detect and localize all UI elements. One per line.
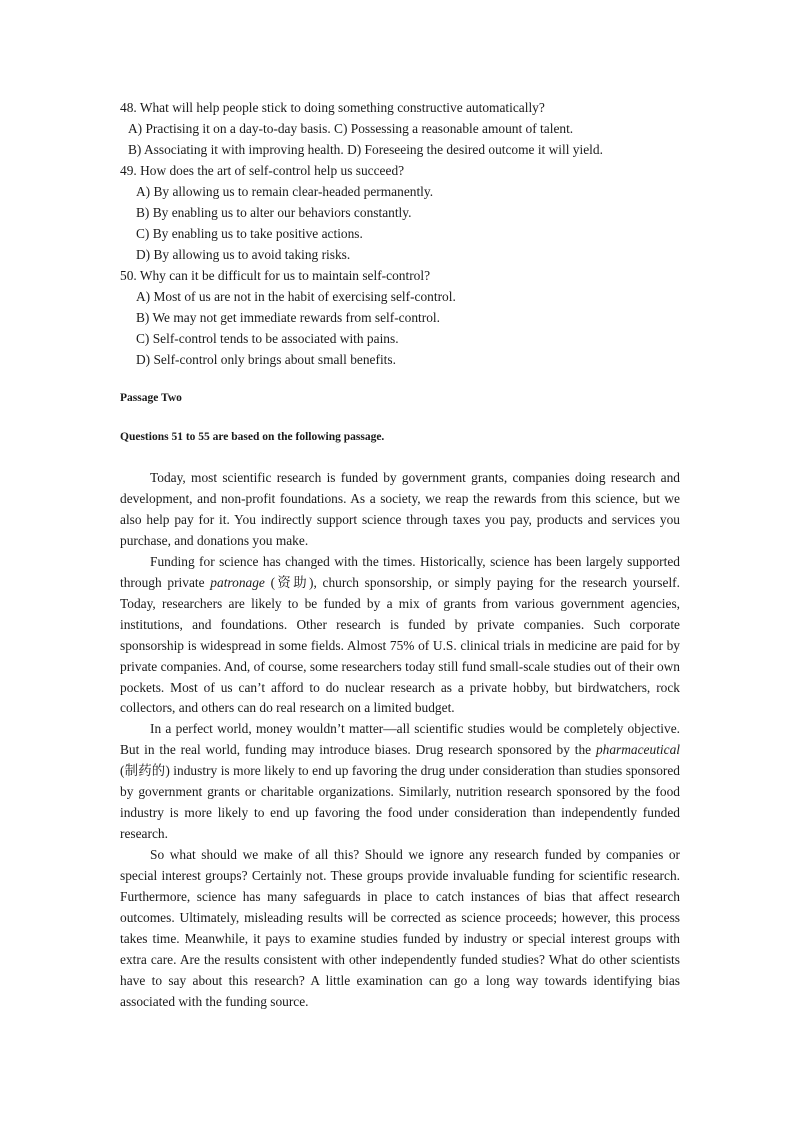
paragraph-text: (制药的) industry is more likely to end up favoring the drug under consideration than studies sponsored by government grants or charitable organizations. Similarly, nutrition research sponsored by the food industry is more likely to end up favoring the food under consideration than independently funded research. — [120, 763, 680, 842]
answer-option: D) By allowing us to avoid taking risks. — [136, 247, 351, 262]
passage-paragraph — [120, 552, 680, 720]
paragraph-text: Funding for science has changed with the times. Historically, science has been largely supported through private — [120, 553, 680, 590]
paragraph-text: (资助), church sponsorship, or simply paying for the research yourself. Today, researchers are likely to be funded by a mix of grants from various government agencies, institutions, and foundations. Other research is funded by private companies. Such corporate sponsorship is widespread in some fields. Almost 75% of U.S. clinical trials in medicine are paid for by private companies. And, of course, some researchers today still fund small-scale studies out of their own pockets. Most of us can’t afford to do nuclear research as a private hobby, but birdwatchers, rock collectors, and others can do real research on a limited budget. — [120, 574, 680, 716]
question-stem: 48. What will help people stick to doing something constructive automatically? — [120, 100, 545, 115]
italic-term: pharmaceutical — [595, 742, 680, 758]
answer-option: B) Associating it with improving health. D) Foreseeing the desired outcome it will yield. — [128, 142, 603, 157]
passage-instructions: Questions 51 to 55 are based on the following passage. — [120, 431, 385, 443]
italic-term: patronage — [210, 574, 265, 590]
question-list — [120, 97, 690, 370]
answer-option: A) Practising it on a day-to-day basis. C) Possessing a reasonable amount of talent. — [128, 121, 574, 136]
question-stem: 50. Why can it be difficult for us to maintain self-control? — [120, 268, 431, 283]
answer-option: A) By allowing us to remain clear-headed permanently. — [136, 184, 434, 199]
answer-option: C) By enabling us to take positive actions. — [136, 226, 363, 241]
question-stem: 49. How does the art of self-control help us succeed? — [120, 163, 405, 178]
answer-option: B) We may not get immediate rewards from self-control. — [136, 310, 440, 325]
passage-title: Passage Two — [120, 392, 182, 404]
passage-paragraph — [120, 719, 680, 845]
passage-paragraph — [120, 468, 680, 552]
answer-option: B) By enabling us to alter our behaviors constantly. — [136, 205, 412, 220]
passage-paragraph — [120, 845, 680, 1013]
answer-option: A) Most of us are not in the habit of exercising self-control. — [136, 289, 456, 304]
answer-option: D) Self-control only brings about small benefits. — [136, 352, 396, 367]
paragraph-text: So what should we make of all this? Should we ignore any research funded by companies or special interest groups? Certainly not. These groups provide invaluable funding for scientific research. Furthermore, science has many safeguards in place to catch instances of bias that affect research outcomes. Ultimately, misleading results will be corrected as science proceeds; however, this process takes time. Meanwhile, it pays to examine studies funded by industry or special interest groups with extra care. Are the results consistent with other independently funded studies? What do other scientists have to say about this research? A little examination can go a long way towards identifying bias associated with the funding source. — [120, 847, 680, 1009]
answer-option: C) Self-control tends to be associated with pains. — [136, 331, 399, 346]
paragraph-text: Today, most scientific research is funded by government grants, companies doing research and development, and non-profit foundations. As a society, we reap the rewards from this science, but we also help pay for it. You indirectly support science through taxes you pay, products and services you purchase, and donations you make. — [120, 470, 680, 548]
passage-body — [120, 468, 680, 1013]
paragraph-text: In a perfect world, money wouldn’t matter—all scientific studies would be completely objective. But in the real world, funding may introduce biases. Drug research sponsored by the — [120, 721, 680, 758]
